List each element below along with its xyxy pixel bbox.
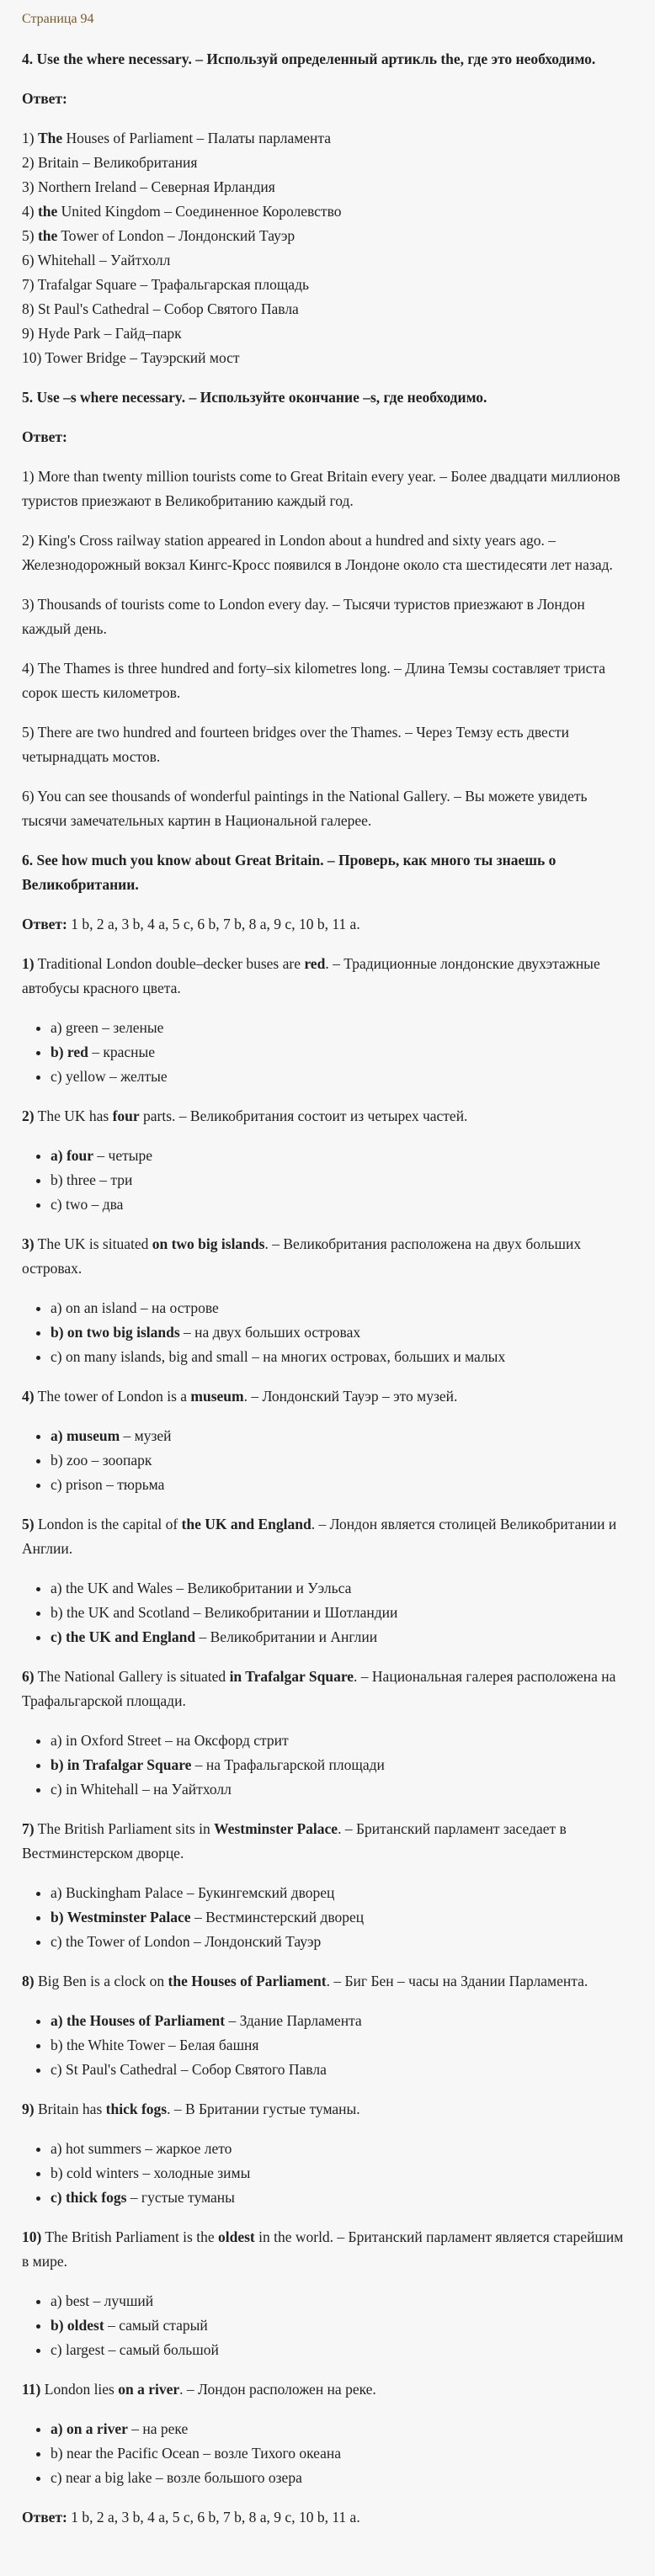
answer-text: Hyde Park – Гайд–парк: [37, 325, 182, 342]
page-label: Страница 94: [22, 12, 94, 26]
option-item: [51, 2186, 633, 2210]
question-number: 10): [22, 2228, 42, 2245]
question-text-end: in the world. – Британский парламент является старейшим в мире.: [22, 2228, 624, 2270]
correct-option: a) on a river: [51, 2420, 128, 2437]
option-item: [51, 2417, 633, 2441]
option-item: [51, 2289, 633, 2313]
option-list: [22, 1296, 633, 1369]
answer-number: 10): [22, 349, 45, 366]
answer-text: Northern Ireland – Северная Ирландия: [37, 178, 275, 195]
article-word: The: [37, 130, 63, 146]
option-list: [22, 2137, 633, 2210]
question-item: [22, 1817, 633, 1954]
answer-number: 5): [22, 227, 38, 244]
question-item: [22, 1232, 633, 1369]
answer-text: Britain – Великобритания: [37, 154, 198, 171]
option-text: a) hot summers – жаркое лето: [51, 2140, 232, 2157]
question-text-end: . – В Британии густые туманы.: [167, 2101, 360, 2117]
question-text-end: . – Британский парламент заседает в Вестминстерском дворце.: [22, 1820, 567, 1862]
answer-line: [22, 199, 633, 224]
option-item: [51, 1905, 633, 1930]
answer-text: Trafalgar Square – Трафальгарская площадь: [37, 276, 309, 293]
answer-line: [22, 224, 633, 248]
answer-number: 3): [22, 178, 38, 195]
question-answer-highlight: the Houses of Parliament: [168, 1973, 327, 1989]
question-number: 1): [22, 955, 35, 972]
answer-sentence: 4) The Thames is three hundred and forty–six kilometres long. – Длина Темзы составляет триста сорок шесть километров.: [22, 660, 606, 701]
option-item: [51, 1930, 633, 1954]
option-text: c) in Whitehall – на Уайтхолл: [51, 1781, 232, 1798]
question-text-start: London lies: [40, 2381, 119, 2398]
article-word: the: [37, 203, 58, 220]
option-item: [51, 1473, 633, 1497]
option-list: [22, 1576, 633, 1649]
option-text: b) the White Tower – Белая башня: [51, 2037, 259, 2053]
question-item: [22, 1512, 633, 1649]
question-number: 9): [22, 2101, 35, 2117]
question-text: [22, 1817, 633, 1866]
option-text: – красные: [88, 1044, 156, 1060]
option-item: [51, 1320, 633, 1345]
question-number: 2): [22, 1107, 35, 1124]
option-item: [51, 1753, 633, 1777]
exercise-6-final-values: 1 b, 2 a, 3 b, 4 a, 5 c, 6 b, 7 b, 8 a, 9 c, 10 b, 11 a.: [67, 2509, 360, 2526]
question-text: [22, 2097, 633, 2122]
correct-option: a) four: [51, 1147, 94, 1164]
question-answer-highlight: on two big islands: [152, 1235, 265, 1252]
answer-sentence: 2) King's Cross railway station appeared in London about a hundred and sixty years ago. – Железнодорожный вокзал Кингс-Кросс появился в Лондоне около ста шестидесяти лет назад.: [22, 532, 613, 573]
option-item: [51, 2441, 633, 2466]
question-item: [22, 1104, 633, 1217]
question-text-end: . – Великобритания расположена на двух больших островах.: [22, 1235, 582, 1277]
question-text-end: . – Традиционные лондонские двухэтажные автобусы красного цвета.: [22, 955, 600, 996]
option-text: c) the Tower of London – Лондонский Тауэр: [51, 1933, 322, 1950]
answer-text: United Kingdom – Соединенное Королевство: [57, 203, 342, 220]
question-text-start: The National Gallery is situated: [34, 1668, 230, 1685]
option-item: [51, 2338, 633, 2362]
exercise-6-final-label: Ответ:: [22, 2509, 67, 2526]
answer-number: 8): [22, 300, 38, 317]
correct-option: b) red: [51, 1044, 88, 1060]
option-item: [51, 1625, 633, 1649]
option-list: [22, 2417, 633, 2490]
question-item: [22, 1969, 633, 2082]
answer-text: Tower of London – Лондонский Тауэр: [57, 227, 296, 244]
answer-line: [22, 151, 633, 175]
question-text: [22, 1232, 633, 1281]
question-number: 11): [22, 2381, 41, 2398]
option-text: – густые туманы: [126, 2189, 235, 2206]
option-list: [22, 2009, 633, 2082]
question-text: [22, 1969, 633, 1994]
answer-number: 4): [22, 203, 38, 220]
answer-text: St Paul's Cathedral – Собор Святого Павла: [37, 300, 299, 317]
question-answer-highlight: four: [112, 1107, 140, 1124]
question-text-start: The tower of London is a: [34, 1388, 191, 1405]
option-text: – Здание Парламента: [225, 2012, 362, 2029]
option-text: b) cold winters – холодные зимы: [51, 2164, 251, 2181]
question-answer-highlight: museum: [190, 1388, 244, 1405]
option-item: [51, 2137, 633, 2161]
exercise-6-answer-key: [22, 912, 633, 937]
answer-number: 6): [22, 252, 38, 268]
question-answer-highlight: Westminster Palace: [214, 1820, 338, 1837]
option-item: [51, 2058, 633, 2082]
answer-sentence: 1) More than twenty million tourists come to Great Britain every year. – Более двадцати миллионов туристов приезжают в Великобританию каждый год.: [22, 468, 620, 509]
question-text: [22, 1104, 633, 1129]
exercise-5-title: 5. Use –s where necessary. – Используйте окончание –s, где необходимо.: [22, 389, 487, 406]
correct-option: b) in Trafalgar Square: [51, 1756, 192, 1773]
exercise-6-answer-values: 1 b, 2 a, 3 b, 4 a, 5 c, 6 b, 7 b, 8 a, 9 c, 10 b, 11 a.: [67, 916, 360, 932]
option-list: [22, 1144, 633, 1217]
question-item: [22, 1665, 633, 1802]
option-item: [51, 1576, 633, 1601]
option-item: [51, 1777, 633, 1802]
answer-line: [22, 346, 633, 370]
option-item: [51, 1345, 633, 1369]
answer-sentence: 5) There are two hundred and fourteen bridges over the Thames. – Через Темзу есть двести четырнадцать мостов.: [22, 724, 570, 765]
option-item: [51, 1065, 633, 1089]
question-item: [22, 2377, 633, 2490]
question-number: 5): [22, 1516, 35, 1532]
answer-number: 9): [22, 325, 38, 342]
option-text: c) prison – тюрьма: [51, 1476, 165, 1493]
question-text-start: Big Ben is a clock on: [34, 1973, 168, 1989]
question-answer-highlight: oldest: [217, 2228, 255, 2245]
option-item: [51, 2033, 633, 2058]
option-text: b) near the Pacific Ocean – возле Тихого океана: [51, 2445, 342, 2462]
question-text: [22, 1384, 633, 1409]
question-text-start: The UK has: [34, 1107, 113, 1124]
option-text: a) the UK and Wales – Великобритании и Уэльса: [51, 1580, 352, 1596]
answer-sentence: 3) Thousands of tourists come to London every day. – Тысячи туристов приезжают в Лондон каждый день.: [22, 596, 585, 637]
exercise-6-final-answer: [22, 2505, 633, 2530]
question-text-start: The British Parliament sits in: [34, 1820, 215, 1837]
option-text: c) St Paul's Cathedral – Собор Святого Павла: [51, 2061, 327, 2078]
correct-option: c) the UK and England: [51, 1628, 196, 1645]
question-answer-highlight: on a river: [118, 2381, 180, 2398]
question-answer-highlight: red: [304, 955, 326, 972]
question-text: [22, 1665, 633, 1713]
correct-option: b) Westminster Palace: [51, 1909, 191, 1925]
option-list: [22, 2289, 633, 2362]
option-item: [51, 1016, 633, 1040]
question-text-end: . – Лондон является столицей Великобритании и Англии.: [22, 1516, 617, 1557]
question-text-start: The British Parliament is the: [41, 2228, 218, 2245]
question-text: [22, 2225, 633, 2274]
answer-number: 2): [22, 154, 38, 171]
question-number: 4): [22, 1388, 35, 1405]
option-text: b) three – три: [51, 1171, 133, 1188]
question-number: 8): [22, 1973, 35, 1989]
correct-option: b) oldest: [51, 2317, 104, 2334]
exercise-5-answer-label: Ответ:: [22, 428, 67, 445]
option-text: a) best – лучший: [51, 2292, 154, 2309]
option-text: c) on many islands, big and small – на многих островах, больших и малых: [51, 1348, 506, 1365]
option-item: [51, 2313, 633, 2338]
option-item: [51, 1424, 633, 1448]
option-item: [51, 2161, 633, 2186]
question-text-end: parts. – Великобритания состоит из четырех частей.: [139, 1107, 468, 1124]
exercise-4-answer-label: Ответ:: [22, 90, 67, 107]
correct-option: b) on two big islands: [51, 1324, 180, 1341]
option-text: – на Трафальгарской площади: [191, 1756, 385, 1773]
option-list: [22, 1881, 633, 1954]
exercise-5-answer-list: [22, 465, 633, 833]
option-text: a) in Oxford Street – на Оксфорд стрит: [51, 1732, 289, 1749]
option-text: a) green – зеленые: [51, 1019, 164, 1036]
question-text-start: London is the capital of: [34, 1516, 182, 1532]
answer-text: Tower Bridge – Тауэрский мост: [45, 349, 240, 366]
article-word: the: [37, 227, 58, 244]
question-text-end: . – Лондонский Тауэр – это музей.: [243, 1388, 458, 1405]
option-item: [51, 1192, 633, 1217]
answer-line: [22, 126, 633, 151]
question-number: 7): [22, 1820, 35, 1837]
answer-line: [22, 248, 633, 273]
option-text: – музей: [120, 1427, 172, 1444]
question-item: [22, 952, 633, 1089]
option-text: c) largest – самый большой: [51, 2341, 219, 2358]
option-text: c) near a big lake – возле большого озера: [51, 2469, 302, 2486]
question-text: [22, 1512, 633, 1561]
question-text-end: . – Биг Бен – часы на Здании Парламента.: [326, 1973, 588, 1989]
option-text: – Вестминстерский дворец: [190, 1909, 365, 1925]
answer-number: 1): [22, 130, 38, 146]
option-item: [51, 1168, 633, 1192]
option-item: [51, 1448, 633, 1473]
exercise-4-title: 4. Use the where necessary. – Используй определенный артикль the, где это необходимо.: [22, 50, 596, 67]
option-item: [51, 1296, 633, 1320]
question-text-end: . – Национальная галерея расположена на Трафальгарской площади.: [22, 1668, 616, 1709]
question-item: [22, 1384, 633, 1497]
option-list: [22, 1016, 633, 1089]
option-text: c) two – два: [51, 1196, 124, 1213]
option-text: c) yellow – желтые: [51, 1068, 168, 1085]
answer-line: [22, 273, 633, 297]
question-answer-highlight: in Trafalgar Square: [229, 1668, 354, 1685]
question-item: [22, 2225, 633, 2362]
question-item: [22, 2097, 633, 2210]
exercise-6-answer-label: Ответ:: [22, 916, 67, 932]
exercise-6-question-list: [22, 952, 633, 2490]
question-text: [22, 2377, 633, 2402]
answer-text: Whitehall – Уайтхолл: [37, 252, 171, 268]
exercise-4-answer-list: [22, 126, 633, 370]
answer-text: Houses of Parliament – Палаты парламента: [62, 130, 332, 146]
correct-option: a) museum: [51, 1427, 120, 1444]
question-text-start: Britain has: [34, 2101, 106, 2117]
question-answer-highlight: the UK and England: [181, 1516, 312, 1532]
option-item: [51, 2009, 633, 2033]
exercise-6-title: 6. See how much you know about Great Britain. – Проверь, как много ты знаешь о Великобритании.: [22, 852, 556, 893]
answer-line: [22, 321, 633, 346]
answer-sentence: 6) You can see thousands of wonderful paintings in the National Gallery. – Вы можете увидеть тысячи замечательных картин в Национальной галерее.: [22, 788, 588, 829]
option-text: – на реке: [127, 2420, 189, 2437]
answer-number: 7): [22, 276, 38, 293]
option-item: [51, 1881, 633, 1905]
answer-line: [22, 297, 633, 321]
option-text: – четыре: [93, 1147, 153, 1164]
question-text-start: The UK is situated: [34, 1235, 152, 1252]
question-text-start: Traditional London double–decker buses are: [34, 955, 305, 972]
option-list: [22, 1424, 633, 1497]
option-item: [51, 1729, 633, 1753]
option-item: [51, 1144, 633, 1168]
option-text: a) Buckingham Palace – Букингемский дворец: [51, 1884, 335, 1901]
option-text: b) the UK and Scotland – Великобритании и Шотландии: [51, 1604, 398, 1621]
question-number: 3): [22, 1235, 35, 1252]
question-text: [22, 952, 633, 1001]
option-item: [51, 1601, 633, 1625]
option-text: b) zoo – зоопарк: [51, 1452, 152, 1469]
option-list: [22, 1729, 633, 1802]
question-number: 6): [22, 1668, 35, 1685]
question-answer-highlight: thick fogs: [105, 2101, 168, 2117]
option-item: [51, 1040, 633, 1065]
question-text-end: . – Лондон расположен на реке.: [179, 2381, 376, 2398]
option-item: [51, 2466, 633, 2490]
option-text: a) on an island – на острове: [51, 1299, 219, 1316]
correct-option: c) thick fogs: [51, 2189, 127, 2206]
option-text: – на двух больших островах: [179, 1324, 361, 1341]
option-text: – самый старый: [104, 2317, 208, 2334]
answer-line: [22, 175, 633, 199]
option-text: – Великобритании и Англии: [195, 1628, 378, 1645]
correct-option: a) the Houses of Parliament: [51, 2012, 226, 2029]
